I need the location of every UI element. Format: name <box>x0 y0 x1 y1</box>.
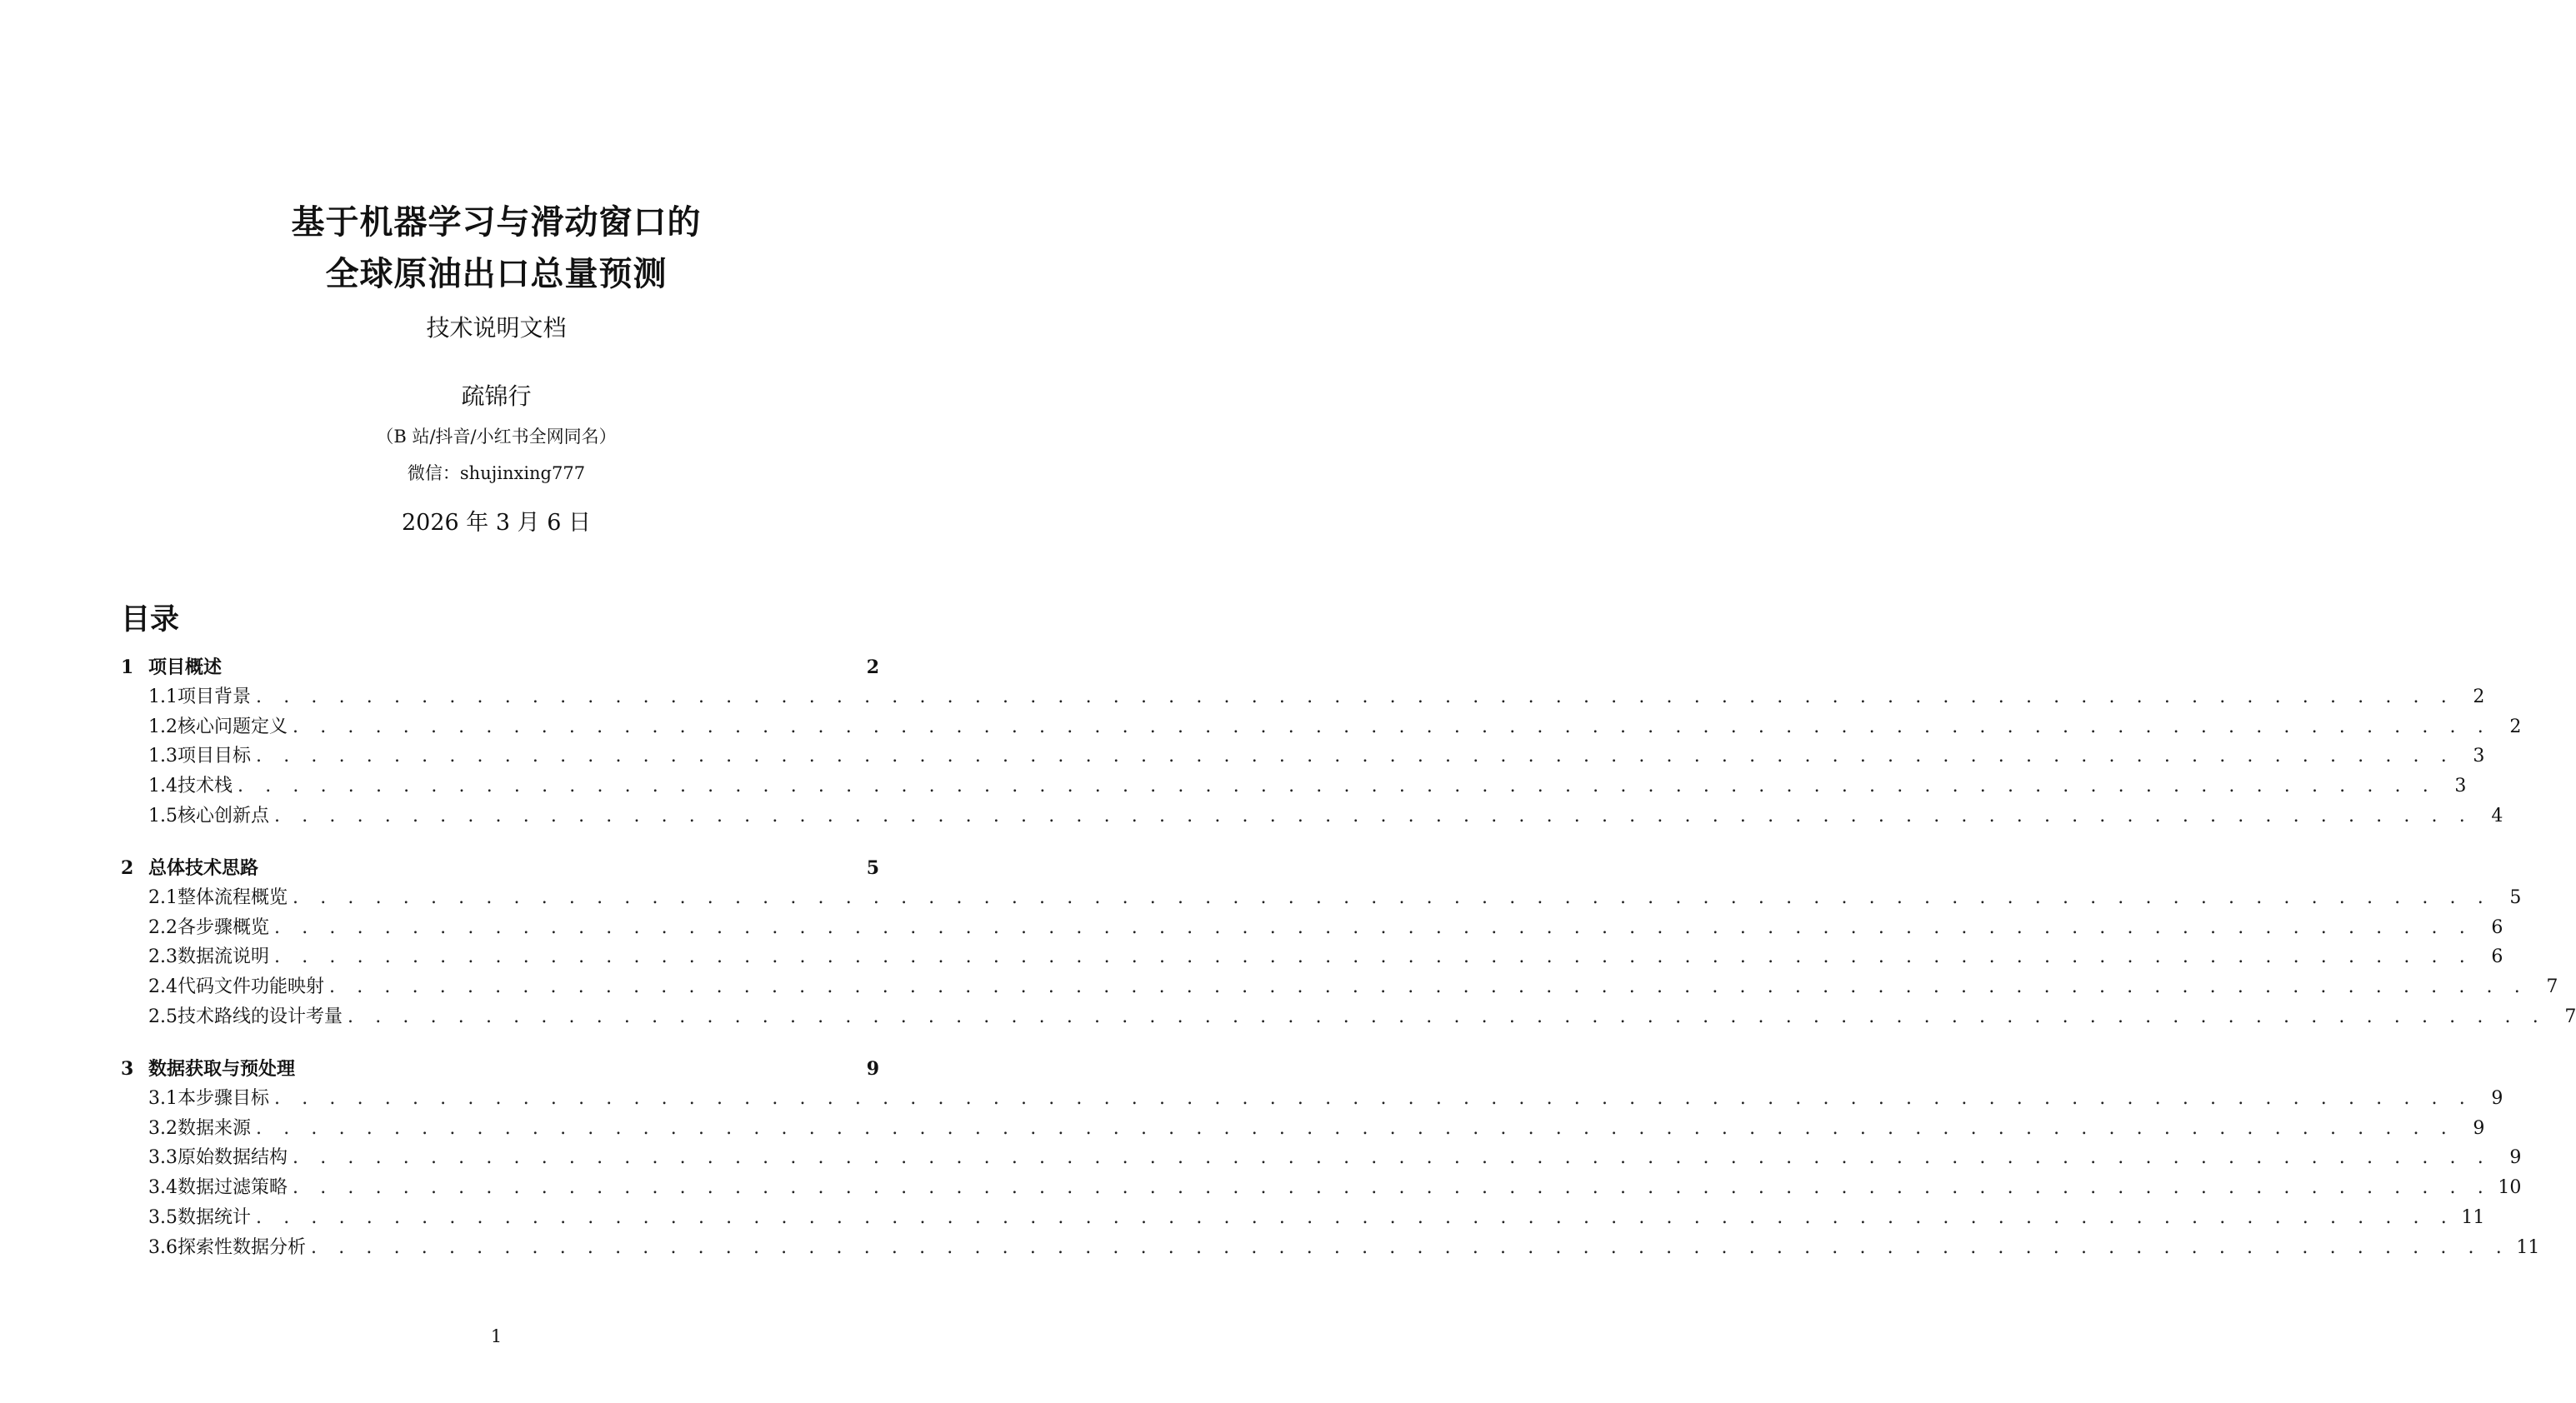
document-title <box>0 197 993 300</box>
toc-dot-leader: . . . . . . . . . . . . . . . . . . . . . . . . . . . . . . . . . . . . . . . . . . . . . . . . . . . . . . . . . . . . . . . . . . . . . . . . . . . . . . . . <box>274 946 2473 967</box>
title-line-1: 基于机器学习与滑动窗口的 <box>291 202 702 242</box>
author-platforms: （B 站/抖音/小红书全网同名） <box>376 427 617 447</box>
toc-chapter-1[interactable] <box>121 655 879 680</box>
toc-section-page: 7 <box>2546 976 2558 997</box>
toc-heading: 目录 <box>121 602 180 637</box>
toc-dot-leader: . . . . . . . . . . . . . . . . . . . . . . . . . . . . . . . . . . . . . . . . . . . . . . . . . . . . . . . . . . . . . . . . . . . . . . . . . . . . . . . . <box>256 687 2455 707</box>
toc-section-number: 1.1 <box>148 687 178 707</box>
toc-section-number: 3.4 <box>148 1177 178 1198</box>
toc-dot-leader: . . . . . . . . . . . . . . . . . . . . . . . . . . . . . . . . . . . . . . . . . . . . . . . . . . . . . . . . . . . . . . . . . . . . . . . . . . . . . . . . <box>293 1147 2492 1168</box>
toc-section-label: 技术路线的设计考量 <box>178 1006 343 1027</box>
toc-chapter-3[interactable] <box>121 1056 879 1081</box>
author-wechat: 微信：shujinxing777 <box>407 463 586 483</box>
toc-section-3-1[interactable] <box>121 1086 2503 1111</box>
toc-section-number: 3.1 <box>148 1088 178 1109</box>
toc-dot-leader: . . . . . . . . . . . . . . . . . . . . . . . . . . . . . . . . . . . . . . . . . . . . . . . . . . . . . . . . . . . . . . . . . . . . . . . . . . . . . . . . <box>293 887 2492 908</box>
toc-section-number: 1.3 <box>148 746 178 766</box>
title-line-2: 全球原油出口总量预测 <box>325 254 668 293</box>
toc-section-page: 9 <box>2491 1088 2503 1109</box>
toc-section-label: 技术栈 <box>178 776 233 796</box>
toc-chapter-page: 5 <box>866 857 879 879</box>
toc-section-page: 5 <box>2509 887 2522 908</box>
toc-section-page: 9 <box>2509 1147 2522 1168</box>
toc-chapter-label: 数据获取与预处理 <box>148 1058 296 1080</box>
toc-section-page: 2 <box>2509 716 2522 737</box>
toc-section-page: 7 <box>2564 1006 2576 1027</box>
toc-section-2-4[interactable] <box>121 975 2558 1000</box>
toc-section-number: 3.6 <box>148 1237 178 1258</box>
toc-section-page: 6 <box>2491 917 2503 938</box>
toc-section-3-6[interactable] <box>121 1236 2540 1261</box>
toc-dot-leader: . . . . . . . . . . . . . . . . . . . . . . . . . . . . . . . . . . . . . . . . . . . . . . . . . . . . . . . . . . . . . . . . . . . . . . . . . . . . . . . . <box>256 1118 2455 1139</box>
toc-dot-leader: . . . . . . . . . . . . . . . . . . . . . . . . . . . . . . . . . . . . . . . . . . . . . . . . . . . . . . . . . . . . . . . . . . . . . . . . . . . . . . . . <box>256 1207 2455 1228</box>
toc-dot-leader: . . . . . . . . . . . . . . . . . . . . . . . . . . . . . . . . . . . . . . . . . . . . . . . . . . . . . . . . . . . . . . . . . . . . . . . . . . . . . . . . <box>293 716 2492 737</box>
toc-chapter-number: 1 <box>121 657 134 678</box>
toc-dot-leader: . . . . . . . . . . . . . . . . . . . . . . . . . . . . . . . . . . . . . . . . . . . . . . . . . . . . . . . . . . . . . . . . . . . . . . . . . . . . . . . . <box>274 917 2473 938</box>
toc-section-page: 4 <box>2491 806 2503 826</box>
toc-section-3-3[interactable] <box>121 1146 2522 1171</box>
toc-section-page: 3 <box>2454 776 2467 796</box>
toc-section-3-4[interactable] <box>121 1176 2522 1201</box>
document-subtitle: 技术说明文档 <box>426 314 567 342</box>
toc-section-number: 2.3 <box>148 946 178 967</box>
toc-section-number: 2.4 <box>148 976 178 997</box>
toc-section-number: 2.1 <box>148 887 178 908</box>
toc-section-page: 2 <box>2473 687 2485 707</box>
toc-dot-leader: . . . . . . . . . . . . . . . . . . . . . . . . . . . . . . . . . . . . . . . . . . . . . . . . . . . . . . . . . . . . . . . . . . . . . . . . . . . . . . . . <box>274 806 2473 826</box>
toc-section-label: 数据统计 <box>178 1207 252 1228</box>
toc-section-1-4[interactable] <box>121 774 2467 799</box>
toc-section-2-3[interactable] <box>121 945 2503 970</box>
toc-section-label: 项目背景 <box>178 687 252 707</box>
toc-section-page: 3 <box>2473 746 2485 766</box>
toc-dot-leader: . . . . . . . . . . . . . . . . . . . . . . . . . . . . . . . . . . . . . . . . . . . . . . . . . . . . . . . . . . . . . . . . . . . . . . . . . . . . . . . . <box>329 976 2528 997</box>
toc-section-number: 3.2 <box>148 1118 178 1139</box>
toc-dot-leader: . . . . . . . . . . . . . . . . . . . . . . . . . . . . . . . . . . . . . . . . . . . . . . . . . . . . . . . . . . . . . . . . . . . . . . . . . . . . . . . . <box>293 1177 2492 1198</box>
toc-section-page: 6 <box>2491 946 2503 967</box>
toc-section-1-1[interactable] <box>121 685 2485 710</box>
toc-section-label: 原始数据结构 <box>178 1147 288 1168</box>
toc-section-number: 2.2 <box>148 917 178 938</box>
toc-chapter-label: 项目概述 <box>148 657 223 678</box>
toc-section-3-5[interactable] <box>121 1206 2485 1231</box>
toc-section-number: 1.5 <box>148 806 178 826</box>
toc-section-1-3[interactable] <box>121 744 2485 769</box>
toc-section-2-1[interactable] <box>121 886 2522 911</box>
toc-section-number: 2.5 <box>148 1006 178 1027</box>
toc-section-label: 核心创新点 <box>178 806 270 826</box>
author-name: 疏锦行 <box>461 382 532 410</box>
toc-section-label: 本步骤目标 <box>178 1088 270 1109</box>
toc-section-page: 10 <box>2498 1177 2522 1198</box>
toc-section-number: 1.4 <box>148 776 178 796</box>
toc-section-3-2[interactable] <box>121 1116 2485 1141</box>
toc-section-number: 3.5 <box>148 1207 178 1228</box>
toc-section-2-5[interactable] <box>121 1005 2576 1030</box>
toc-section-label: 数据过滤策略 <box>178 1177 288 1198</box>
toc-chapter-label: 总体技术思路 <box>148 857 259 879</box>
toc-section-page: 11 <box>2461 1207 2485 1228</box>
toc-section-label: 数据来源 <box>178 1118 252 1139</box>
document-date: 2026 年 3 月 6 日 <box>402 510 591 536</box>
toc-section-page: 9 <box>2473 1118 2485 1139</box>
toc-chapter-number: 3 <box>121 1058 134 1080</box>
toc-section-1-5[interactable] <box>121 804 2503 829</box>
toc-section-2-2[interactable] <box>121 916 2503 941</box>
toc-section-label: 核心问题定义 <box>178 716 288 737</box>
toc-dot-leader: . . . . . . . . . . . . . . . . . . . . . . . . . . . . . . . . . . . . . . . . . . . . . . . . . . . . . . . . . . . . . . . . . . . . . . . . . . . . . . . . <box>238 776 2437 796</box>
toc-section-label: 整体流程概览 <box>178 887 288 908</box>
toc-section-number: 1.2 <box>148 716 178 737</box>
toc-dot-leader: . . . . . . . . . . . . . . . . . . . . . . . . . . . . . . . . . . . . . . . . . . . . . . . . . . . . . . . . . . . . . . . . . . . . . . . . . . . . . . . . <box>256 746 2455 766</box>
toc-section-label: 项目目标 <box>178 746 252 766</box>
toc-section-label: 数据流说明 <box>178 946 270 967</box>
toc-section-label: 代码文件功能映射 <box>178 976 325 997</box>
toc-chapter-page: 2 <box>866 657 879 678</box>
toc-section-label: 各步骤概览 <box>178 917 270 938</box>
toc-section-1-2[interactable] <box>121 715 2522 740</box>
toc-section-page: 11 <box>2516 1237 2540 1258</box>
page-number: 1 <box>490 1326 503 1346</box>
toc-chapter-page: 9 <box>866 1058 879 1080</box>
toc-chapter-number: 2 <box>121 857 134 879</box>
toc-dot-leader: . . . . . . . . . . . . . . . . . . . . . . . . . . . . . . . . . . . . . . . . . . . . . . . . . . . . . . . . . . . . . . . . . . . . . . . . . . . . . . . . <box>274 1088 2473 1109</box>
toc-chapter-2[interactable] <box>121 856 879 881</box>
toc-section-label: 探索性数据分析 <box>178 1237 307 1258</box>
toc-dot-leader: . . . . . . . . . . . . . . . . . . . . . . . . . . . . . . . . . . . . . . . . . . . . . . . . . . . . . . . . . . . . . . . . . . . . . . . . . . . . . . . . <box>311 1237 2510 1258</box>
toc-dot-leader: . . . . . . . . . . . . . . . . . . . . . . . . . . . . . . . . . . . . . . . . . . . . . . . . . . . . . . . . . . . . . . . . . . . . . . . . . . . . . . . . <box>348 1006 2547 1027</box>
toc-section-number: 3.3 <box>148 1147 178 1168</box>
